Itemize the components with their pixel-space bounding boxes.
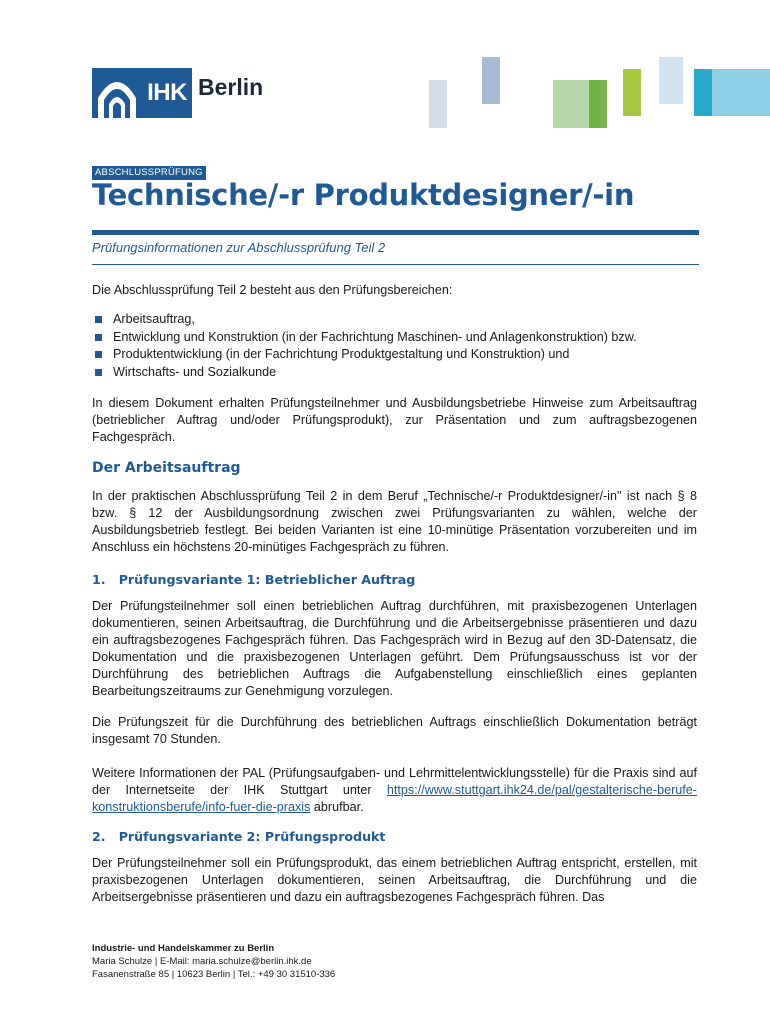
variant1-paragraph-2: Die Prüfungszeit für die Durchführung des betrieblichen Auftrags einschließlich Dokumentation beträgt insgesamt 70 Stunden. [92,715,697,746]
variant1-heading: 1. Prüfungsvariante 1: Betrieblicher Auftrag [92,572,416,587]
logo-brand: IHK [142,68,192,118]
list-item: Entwicklung und Konstruktion (in der Fachrichtung Maschinen- und Anlagenkonstruktion) bzw. [92,329,702,347]
hint-paragraph: In diesem Dokument erhalten Prüfungsteilnehmer und Ausbildungsbetriebe Hinweise zum Arbeitsauftrag (betrieblicher Auftrag und/oder Prüfungsprodukt), zur Präsentation und zum auftragsbezogenen Fachgespräch. [92,396,697,444]
page-footer [92,942,335,981]
variant2-paragraph-1: Der Prüfungsteilnehmer soll ein Prüfungsprodukt, das einem betrieblichen Auftrag entspricht, erstellen, mit praxisbezogenen Unterlagen dokumentieren, seinen Arbeitsauftrag, die Durchführung und die Arbeitsergebnisse präsentieren und dazu ein auftragsbezogenes Fachgespräch führen. Das [92,856,697,904]
footer-contact: Maria Schulze | E-Mail: maria.schulze@berlin.ihk.de [92,956,312,967]
section-heading: Der Arbeitsauftrag [92,460,241,476]
subtitle-divider [92,264,699,265]
title-divider [92,230,699,235]
exam-areas-list [92,311,702,381]
page-subtitle: Prüfungsinformationen zur Abschlussprüfung Teil 2 [92,240,386,255]
intro-text: Die Abschlussprüfung Teil 2 besteht aus den Prüfungsbereichen: [92,283,453,297]
pal-info-link[interactable]: https://www.stuttgart.ihk24.de/pal/gestalterische-berufe-konstruktionsberufe/info-fuer-die-praxis [92,783,697,814]
ihk-emblem-icon [92,68,142,118]
variant1-paragraph-3-text: Weitere Informationen der PAL (Prüfungsaufgaben- und Lehrmittelentwicklungsstelle) für die Praxis sind auf der Internetseite der IHK Stuttgart unter [92,766,697,797]
list-item: Arbeitsauftrag, [92,311,702,329]
footer-organization: Industrie- und Handelskammer zu Berlin [92,943,275,954]
variant1-paragraph-3-end: abrufbar. [310,800,364,814]
variant2-heading: 2. Prüfungsvariante 2: Prüfungsprodukt [92,829,386,844]
document-type-tag: ABSCHLUSSPRÜFUNG [92,166,206,180]
page-title: Technische/-r Produktdesigner/-in [92,178,635,212]
list-item: Wirtschafts- und Sozialkunde [92,364,702,382]
list-item: Produktentwicklung (in der Fachrichtung Produktgestaltung und Konstruktion) und [92,346,702,364]
variant1-paragraph-3 [92,765,697,816]
footer-address: Fasanenstraße 85 | 10623 Berlin | Tel.: +49 30 31510-336 [92,969,336,980]
variant1-paragraph-1: Der Prüfungsteilnehmer soll einen betrieblichen Auftrag durchführen, mit praxisbezogenen Unterlagen dokumentieren, seinen Arbeitsauftrag, die Durchführung und die Arbeitsergebnisse präsentieren und dazu ein auftragsbezogenes Fachgespräch führen. Das Fachgespräch wird in Bezug auf den 3D-Datensatz, die Dokumentation und die praxisbezogenen Unterlagen geführt. Dem Prüfungsausschuss ist vor der Durchführung des betrieblichen Auftrags die Aufgabenstellung einschließlich eines geplanten Bearbeitungszeitraums zur Genehmigung vorzulegen. [92,599,697,698]
section-paragraph: In der praktischen Abschlussprüfung Teil 2 in dem Beruf „Technische/-r Produktdesigner/-in" ist nach § 8 bzw. § 12 der Ausbildungsordnung zwischen zwei Prüfungsvarianten zu wählen, welche der Ausbildungsbetrieb festlegt. Bei beiden Varianten ist eine 10-minütige Präsentation vorzubereiten und im Anschluss ein höchstens 20-minütiges Fachgespräch zu führen. [92,489,697,554]
logo-city: Berlin [198,74,264,100]
